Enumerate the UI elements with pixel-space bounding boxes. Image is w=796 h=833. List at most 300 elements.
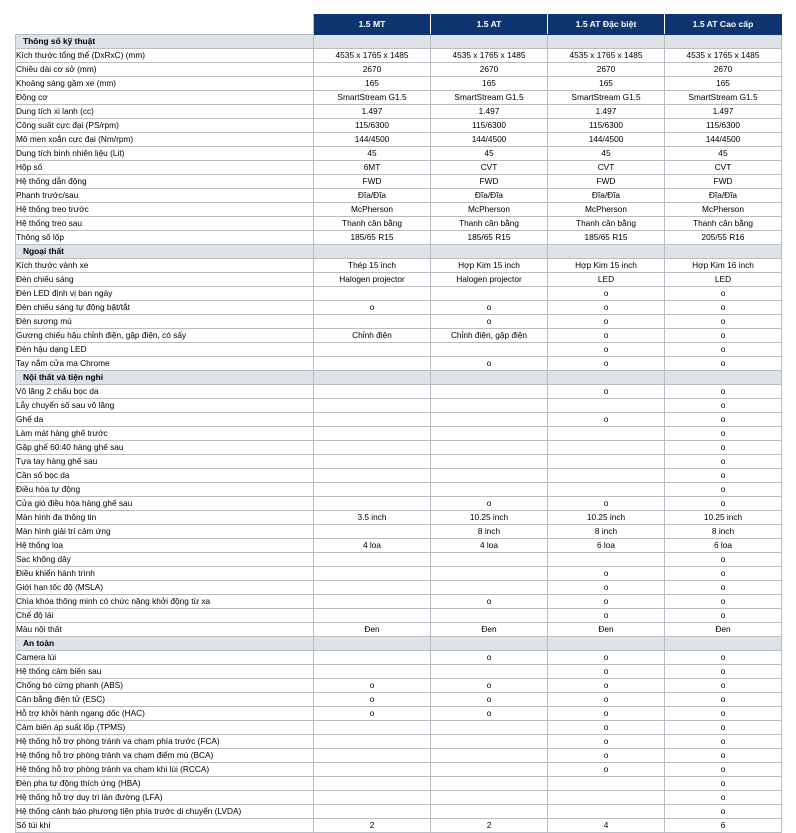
feature-value-cell: Đen: [665, 623, 782, 637]
feature-value-cell: [548, 791, 665, 805]
feature-value-cell: [431, 581, 548, 595]
feature-value-cell: 6 loa: [665, 539, 782, 553]
feature-value-cell: CVT: [431, 161, 548, 175]
feature-value-cell: 144/4500: [548, 133, 665, 147]
feature-value-cell: CVT: [665, 161, 782, 175]
feature-value-cell: Thanh cân bằng: [314, 217, 431, 231]
section-title: Thông số kỹ thuật: [16, 35, 314, 49]
table-row: [16, 805, 782, 819]
feature-value-cell: o: [665, 581, 782, 595]
feature-value-cell: o: [548, 595, 665, 609]
feature-value-cell: o: [314, 707, 431, 721]
feature-value-cell: [314, 763, 431, 777]
table-row: [16, 133, 782, 147]
feature-value-cell: [314, 749, 431, 763]
table-row: [16, 231, 782, 245]
feature-value-cell: LED: [665, 273, 782, 287]
feature-label: Sạc không dây: [16, 553, 314, 567]
feature-label: Vô lăng 2 chấu bọc da: [16, 385, 314, 399]
table-row: [16, 273, 782, 287]
feature-value-cell: FWD: [665, 175, 782, 189]
feature-label: Đèn chiếu sáng: [16, 273, 314, 287]
feature-label: Đèn pha tự động thích ứng (HBA): [16, 777, 314, 791]
feature-value-cell: Thép 15 inch: [314, 259, 431, 273]
table-row: [16, 609, 782, 623]
feature-value-cell: 45: [665, 147, 782, 161]
feature-label: Khoảng sáng gầm xe (mm): [16, 77, 314, 91]
feature-value-cell: 10.25 inch: [431, 511, 548, 525]
feature-label: Điều khiển hành trình: [16, 567, 314, 581]
feature-value-cell: Đĩa/Đĩa: [431, 189, 548, 203]
feature-value-cell: 205/55 R16: [665, 231, 782, 245]
feature-label: Số túi khí: [16, 819, 314, 833]
table-row: [16, 343, 782, 357]
feature-value-cell: Hợp Kim 15 inch: [431, 259, 548, 273]
section-filler-cell: [665, 371, 782, 385]
table-row: [16, 497, 782, 511]
feature-label: Hệ thống treo sau: [16, 217, 314, 231]
feature-value-cell: 1.497: [548, 105, 665, 119]
table-row: [16, 819, 782, 833]
feature-value-cell: [314, 385, 431, 399]
table-row: [16, 357, 782, 371]
feature-label: Đèn LED định vị ban ngày: [16, 287, 314, 301]
feature-value-cell: 1.497: [431, 105, 548, 119]
feature-value-cell: 10.25 inch: [548, 511, 665, 525]
feature-value-cell: [548, 469, 665, 483]
feature-label: Mô men xoắn cực đại (Nm/rpm): [16, 133, 314, 147]
feature-value-cell: 45: [548, 147, 665, 161]
section-filler-cell: [665, 35, 782, 49]
feature-value-cell: [314, 595, 431, 609]
column-header-grade-1: 1.5 MT: [314, 15, 431, 35]
feature-value-cell: 45: [314, 147, 431, 161]
feature-value-cell: [431, 399, 548, 413]
feature-value-cell: [314, 469, 431, 483]
feature-value-cell: [431, 287, 548, 301]
column-header-grade-2: 1.5 AT: [431, 15, 548, 35]
feature-value-cell: Đĩa/Đĩa: [665, 189, 782, 203]
table-row: [16, 441, 782, 455]
feature-label: Dung tích xi lanh (cc): [16, 105, 314, 119]
feature-value-cell: 45: [431, 147, 548, 161]
feature-value-cell: o: [665, 595, 782, 609]
feature-value-cell: [314, 427, 431, 441]
table-row: [16, 469, 782, 483]
feature-value-cell: 6: [665, 819, 782, 833]
feature-value-cell: o: [665, 721, 782, 735]
section-header-row: [16, 637, 782, 651]
feature-label: Kích thước tổng thể (DxRxC) (mm): [16, 49, 314, 63]
feature-value-cell: [314, 497, 431, 511]
feature-value-cell: 4: [548, 819, 665, 833]
section-title: Nội thất và tiện nghi: [16, 371, 314, 385]
feature-value-cell: McPherson: [665, 203, 782, 217]
feature-label: Chống bó cứng phanh (ABS): [16, 679, 314, 693]
feature-value-cell: CVT: [548, 161, 665, 175]
section-filler-cell: [431, 245, 548, 259]
feature-value-cell: [431, 665, 548, 679]
feature-value-cell: [314, 567, 431, 581]
feature-value-cell: [314, 455, 431, 469]
table-row: [16, 511, 782, 525]
table-row: [16, 777, 782, 791]
section-filler-cell: [431, 637, 548, 651]
table-row: [16, 581, 782, 595]
feature-value-cell: [314, 287, 431, 301]
feature-value-cell: [548, 805, 665, 819]
feature-value-cell: o: [548, 357, 665, 371]
feature-value-cell: [431, 469, 548, 483]
feature-value-cell: o: [665, 357, 782, 371]
feature-value-cell: o: [548, 707, 665, 721]
table-row: [16, 707, 782, 721]
feature-value-cell: o: [665, 441, 782, 455]
feature-value-cell: [314, 665, 431, 679]
feature-value-cell: 10.25 inch: [665, 511, 782, 525]
feature-value-cell: o: [665, 735, 782, 749]
table-row: [16, 105, 782, 119]
table-row: [16, 385, 782, 399]
feature-value-cell: [548, 483, 665, 497]
feature-value-cell: [431, 455, 548, 469]
feature-value-cell: o: [665, 763, 782, 777]
feature-value-cell: 2: [314, 819, 431, 833]
feature-value-cell: 4 loa: [431, 539, 548, 553]
feature-value-cell: o: [665, 665, 782, 679]
feature-value-cell: o: [548, 679, 665, 693]
section-header-row: [16, 245, 782, 259]
feature-value-cell: o: [548, 721, 665, 735]
feature-value-cell: [314, 777, 431, 791]
feature-value-cell: [548, 441, 665, 455]
table-row: [16, 791, 782, 805]
section-filler-cell: [548, 245, 665, 259]
feature-value-cell: o: [665, 707, 782, 721]
table-row: [16, 91, 782, 105]
table-row: [16, 329, 782, 343]
feature-value-cell: [314, 399, 431, 413]
feature-value-cell: 4535 x 1765 x 1485: [314, 49, 431, 63]
feature-value-cell: [431, 721, 548, 735]
table-header: [16, 15, 782, 35]
feature-value-cell: 185/65 R15: [314, 231, 431, 245]
feature-value-cell: o: [548, 343, 665, 357]
feature-value-cell: o: [665, 385, 782, 399]
section-filler-cell: [431, 35, 548, 49]
header-corner-cell: [16, 15, 314, 35]
feature-value-cell: o: [665, 427, 782, 441]
table-row: [16, 301, 782, 315]
feature-value-cell: 4535 x 1765 x 1485: [431, 49, 548, 63]
section-filler-cell: [548, 35, 665, 49]
feature-label: Dung tích bình nhiên liệu (Lit): [16, 147, 314, 161]
table-header-row: [16, 15, 782, 35]
feature-value-cell: 2670: [665, 63, 782, 77]
feature-value-cell: o: [665, 483, 782, 497]
feature-value-cell: [314, 805, 431, 819]
feature-value-cell: Đĩa/Đĩa: [548, 189, 665, 203]
feature-value-cell: 2670: [431, 63, 548, 77]
feature-value-cell: o: [548, 315, 665, 329]
feature-label: Công suất cực đại (PS/rpm): [16, 119, 314, 133]
feature-value-cell: [431, 567, 548, 581]
feature-value-cell: o: [665, 343, 782, 357]
feature-value-cell: Chỉnh điện, gập điện: [431, 329, 548, 343]
feature-value-cell: McPherson: [431, 203, 548, 217]
column-header-grade-3: 1.5 AT Đặc biệt: [548, 15, 665, 35]
table-row: [16, 217, 782, 231]
table-row: [16, 287, 782, 301]
table-row: [16, 161, 782, 175]
feature-value-cell: 4535 x 1765 x 1485: [665, 49, 782, 63]
feature-value-cell: Hợp Kim 15 inch: [548, 259, 665, 273]
feature-value-cell: 115/6300: [665, 119, 782, 133]
feature-value-cell: o: [548, 665, 665, 679]
feature-value-cell: o: [548, 497, 665, 511]
feature-label: Thông số lốp: [16, 231, 314, 245]
feature-value-cell: McPherson: [548, 203, 665, 217]
feature-value-cell: Chỉnh điện: [314, 329, 431, 343]
feature-value-cell: Thanh cân bằng: [665, 217, 782, 231]
feature-value-cell: 165: [548, 77, 665, 91]
table-row: [16, 203, 782, 217]
feature-value-cell: o: [314, 301, 431, 315]
feature-value-cell: [431, 427, 548, 441]
feature-value-cell: [314, 441, 431, 455]
feature-value-cell: o: [548, 609, 665, 623]
feature-value-cell: [431, 735, 548, 749]
feature-label: Lẫy chuyển số sau vô lăng: [16, 399, 314, 413]
feature-value-cell: 1.497: [665, 105, 782, 119]
feature-value-cell: o: [431, 707, 548, 721]
feature-value-cell: o: [548, 301, 665, 315]
feature-value-cell: [314, 581, 431, 595]
feature-value-cell: o: [665, 777, 782, 791]
feature-label: Điều hòa tự động: [16, 483, 314, 497]
feature-value-cell: FWD: [314, 175, 431, 189]
table-row: [16, 49, 782, 63]
feature-value-cell: [548, 455, 665, 469]
feature-value-cell: o: [665, 301, 782, 315]
feature-value-cell: o: [665, 399, 782, 413]
table-row: [16, 525, 782, 539]
table-row: [16, 567, 782, 581]
feature-value-cell: [548, 553, 665, 567]
feature-value-cell: Halogen projector: [431, 273, 548, 287]
feature-value-cell: o: [665, 749, 782, 763]
section-title: An toàn: [16, 637, 314, 651]
table-row: [16, 665, 782, 679]
table-row: [16, 399, 782, 413]
feature-value-cell: 185/65 R15: [548, 231, 665, 245]
feature-value-cell: 8 inch: [665, 525, 782, 539]
feature-value-cell: 8 inch: [431, 525, 548, 539]
feature-value-cell: o: [548, 693, 665, 707]
feature-value-cell: [548, 777, 665, 791]
feature-value-cell: 115/6300: [431, 119, 548, 133]
feature-label: Giới hạn tốc độ (MSLA): [16, 581, 314, 595]
feature-label: Tay nắm cửa mạ Chrome: [16, 357, 314, 371]
section-filler-cell: [314, 371, 431, 385]
feature-value-cell: 8 inch: [548, 525, 665, 539]
feature-label: Camera lùi: [16, 651, 314, 665]
feature-value-cell: [431, 609, 548, 623]
feature-value-cell: SmartStream G1.5: [548, 91, 665, 105]
feature-value-cell: o: [431, 595, 548, 609]
section-filler-cell: [548, 637, 665, 651]
feature-label: Hệ thống treo trước: [16, 203, 314, 217]
feature-value-cell: 165: [431, 77, 548, 91]
feature-value-cell: Đen: [314, 623, 431, 637]
feature-value-cell: [314, 315, 431, 329]
feature-label: Hệ thống hỗ trợ phòng tránh va chạm phía trước (FCA): [16, 735, 314, 749]
feature-value-cell: 6MT: [314, 161, 431, 175]
feature-label: Hệ thống cảm biến sau: [16, 665, 314, 679]
table-row: [16, 189, 782, 203]
feature-value-cell: 4535 x 1765 x 1485: [548, 49, 665, 63]
feature-label: Hệ thống hỗ trợ phòng tránh va chạm khi lùi (RCCA): [16, 763, 314, 777]
feature-value-cell: o: [665, 455, 782, 469]
table-row: [16, 651, 782, 665]
section-filler-cell: [431, 371, 548, 385]
feature-value-cell: 144/4500: [314, 133, 431, 147]
feature-value-cell: 165: [665, 77, 782, 91]
table-row: [16, 259, 782, 273]
feature-value-cell: o: [431, 679, 548, 693]
feature-value-cell: [314, 721, 431, 735]
feature-label: Màn hình giải trí cảm ứng: [16, 525, 314, 539]
feature-label: Cân bằng điện tử (ESC): [16, 693, 314, 707]
feature-label: Màn hình đa thông tin: [16, 511, 314, 525]
feature-label: Chế độ lái: [16, 609, 314, 623]
table-row: [16, 427, 782, 441]
feature-label: Cửa gió điều hòa hàng ghế sau: [16, 497, 314, 511]
feature-value-cell: [431, 413, 548, 427]
feature-value-cell: o: [548, 567, 665, 581]
table-row: [16, 539, 782, 553]
table-row: [16, 483, 782, 497]
feature-label: Hệ thống hỗ trợ duy trì làn đường (LFA): [16, 791, 314, 805]
feature-value-cell: SmartStream G1.5: [665, 91, 782, 105]
feature-value-cell: SmartStream G1.5: [431, 91, 548, 105]
feature-label: Hệ thống dẫn động: [16, 175, 314, 189]
section-filler-cell: [314, 35, 431, 49]
feature-value-cell: [548, 427, 665, 441]
table-row: [16, 147, 782, 161]
column-header-grade-4: 1.5 AT Cao cấp: [665, 15, 782, 35]
feature-value-cell: [431, 343, 548, 357]
feature-label: Hệ thống hỗ trợ phòng tránh va chạm điểm mù (BCA): [16, 749, 314, 763]
feature-value-cell: o: [665, 679, 782, 693]
feature-label: Gập ghế 60:40 hàng ghế sau: [16, 441, 314, 455]
feature-value-cell: [314, 413, 431, 427]
section-title: Ngoại thất: [16, 245, 314, 259]
feature-value-cell: [431, 777, 548, 791]
feature-value-cell: Đĩa/Đĩa: [314, 189, 431, 203]
feature-value-cell: o: [665, 651, 782, 665]
feature-value-cell: o: [665, 609, 782, 623]
feature-label: Ghế da: [16, 413, 314, 427]
feature-label: Gương chiếu hậu chỉnh điện, gập điện, có sấy: [16, 329, 314, 343]
feature-value-cell: o: [548, 749, 665, 763]
feature-value-cell: [314, 357, 431, 371]
table-row: [16, 175, 782, 189]
feature-value-cell: 2: [431, 819, 548, 833]
section-filler-cell: [665, 637, 782, 651]
feature-label: Hỗ trợ khởi hành ngang dốc (HAC): [16, 707, 314, 721]
feature-value-cell: o: [665, 791, 782, 805]
feature-value-cell: o: [431, 651, 548, 665]
feature-value-cell: 144/4500: [665, 133, 782, 147]
feature-value-cell: o: [431, 497, 548, 511]
feature-value-cell: Thanh cân bằng: [548, 217, 665, 231]
feature-value-cell: Thanh cân bằng: [431, 217, 548, 231]
feature-value-cell: o: [431, 315, 548, 329]
feature-value-cell: o: [665, 413, 782, 427]
section-header-row: [16, 371, 782, 385]
feature-value-cell: [314, 525, 431, 539]
feature-value-cell: 185/65 R15: [431, 231, 548, 245]
table-row: [16, 413, 782, 427]
feature-value-cell: McPherson: [314, 203, 431, 217]
feature-label: Làm mát hàng ghế trước: [16, 427, 314, 441]
feature-value-cell: [314, 791, 431, 805]
feature-value-cell: 4 loa: [314, 539, 431, 553]
table-body: [16, 35, 782, 833]
feature-label: Đèn sương mù: [16, 315, 314, 329]
table-row: [16, 595, 782, 609]
table-row: [16, 623, 782, 637]
feature-value-cell: Đen: [431, 623, 548, 637]
feature-value-cell: Halogen projector: [314, 273, 431, 287]
feature-label: Chìa khóa thông minh có chức năng khởi động từ xa: [16, 595, 314, 609]
feature-label: Cảm biến áp suất lốp (TPMS): [16, 721, 314, 735]
feature-value-cell: o: [548, 385, 665, 399]
table-row: [16, 749, 782, 763]
feature-value-cell: [431, 749, 548, 763]
feature-value-cell: 115/6300: [548, 119, 665, 133]
feature-value-cell: o: [314, 679, 431, 693]
feature-label: Hộp số: [16, 161, 314, 175]
feature-value-cell: o: [665, 287, 782, 301]
feature-value-cell: [431, 763, 548, 777]
table-row: [16, 455, 782, 469]
feature-label: Chiều dài cơ sở (mm): [16, 63, 314, 77]
feature-value-cell: [431, 805, 548, 819]
feature-value-cell: o: [548, 581, 665, 595]
feature-value-cell: o: [665, 553, 782, 567]
feature-value-cell: 115/6300: [314, 119, 431, 133]
feature-value-cell: 2670: [314, 63, 431, 77]
section-filler-cell: [314, 245, 431, 259]
feature-value-cell: o: [314, 693, 431, 707]
table-row: [16, 63, 782, 77]
feature-label: Hệ thống cảnh báo phương tiện phía trước di chuyển (LVDA): [16, 805, 314, 819]
feature-value-cell: o: [548, 763, 665, 777]
table-row: [16, 315, 782, 329]
feature-value-cell: o: [431, 301, 548, 315]
feature-label: Màu nội thất: [16, 623, 314, 637]
feature-value-cell: [314, 553, 431, 567]
feature-value-cell: SmartStream G1.5: [314, 91, 431, 105]
feature-value-cell: [314, 735, 431, 749]
section-filler-cell: [314, 637, 431, 651]
feature-value-cell: o: [548, 413, 665, 427]
feature-value-cell: o: [665, 315, 782, 329]
section-filler-cell: [665, 245, 782, 259]
table-row: [16, 693, 782, 707]
